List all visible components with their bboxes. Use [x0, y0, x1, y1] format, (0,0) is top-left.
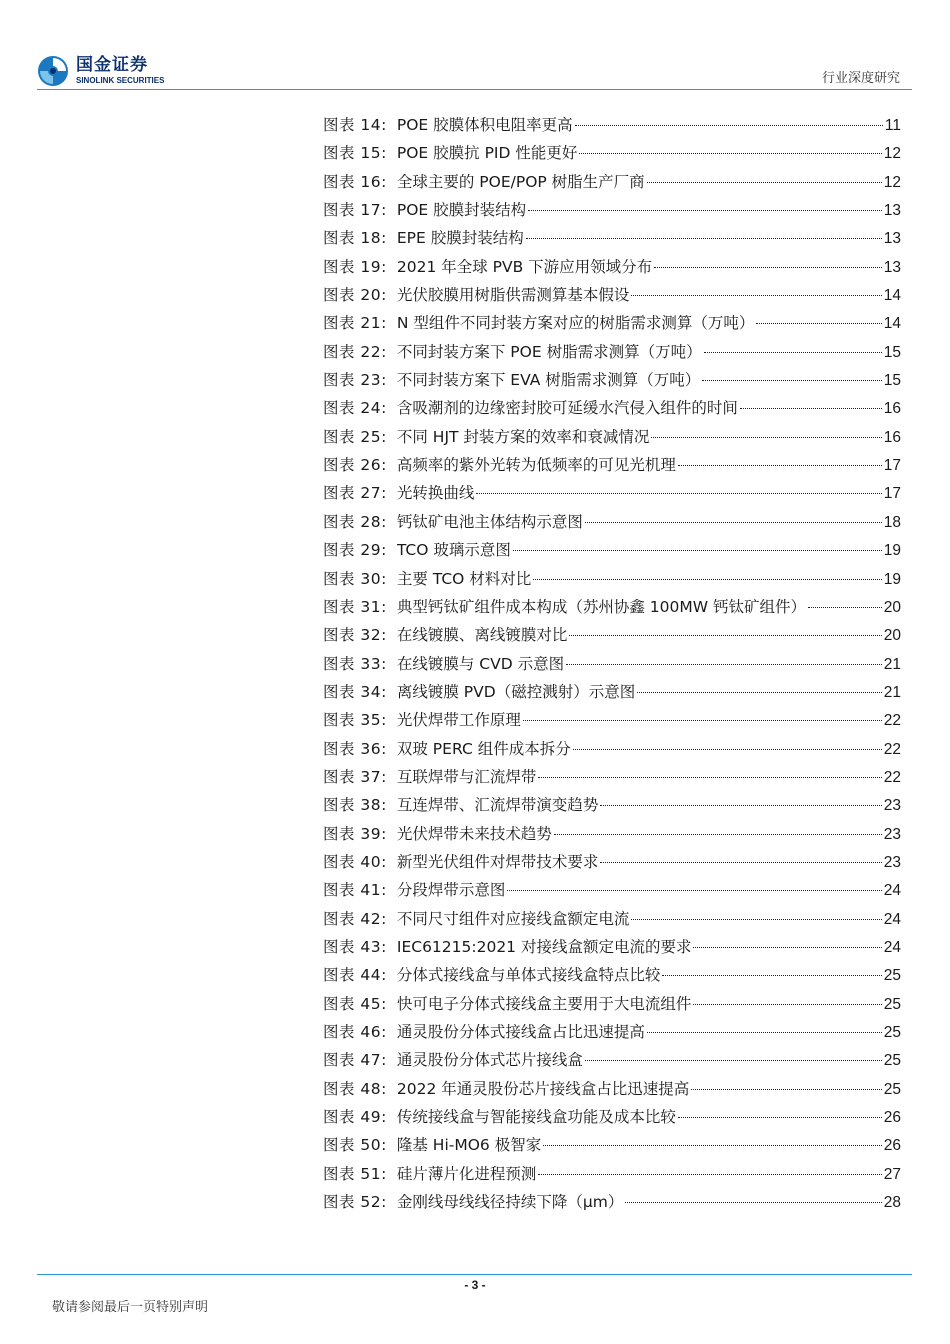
- toc-entry[interactable]: [323, 1048, 901, 1076]
- toc-page-number: 17: [883, 457, 901, 475]
- toc-figure-title: EPE 胶膜封装结构: [396, 229, 524, 248]
- toc-figure-title: 分段焊带示意图: [396, 881, 506, 900]
- toc-dot-leader: [538, 777, 881, 778]
- toc-figure-title: 不同尺寸组件对应接线盒额定电流: [396, 909, 630, 928]
- toc-figure-title: 在线镀膜、离线镀膜对比: [396, 626, 568, 645]
- toc-entry[interactable]: [323, 623, 901, 651]
- toc-page-number: 18: [883, 513, 901, 531]
- toc-dot-leader: [651, 437, 881, 438]
- toc-figure-title: 通灵股份分体式芯片接线盒: [396, 1051, 583, 1070]
- toc-figure-label: 图表 46:: [323, 1023, 387, 1041]
- toc-figure-label: 图表 49:: [323, 1108, 387, 1127]
- toc-figure-label: 图表 28:: [323, 512, 387, 531]
- toc-figure-label: 图表 48:: [323, 1079, 387, 1098]
- toc-figure-title: 2021 年全球 PVB 下游应用领域分布: [396, 257, 653, 276]
- toc-dot-leader: [533, 579, 881, 580]
- toc-entry[interactable]: [323, 255, 901, 283]
- toc-page-number: 25: [883, 967, 901, 985]
- toc-entry[interactable]: [323, 510, 901, 538]
- toc-figure-title: 典型钙钛矿组件成本构成（苏州协鑫 100MW 钙钛矿组件）: [396, 597, 807, 616]
- disclaimer-text: 敬请参阅最后一页特别声明: [52, 1300, 209, 1315]
- toc-figure-title: 通灵股份分体式接线盒占比迅速提高: [396, 1023, 645, 1041]
- toc-page-number: 22: [883, 740, 901, 758]
- toc-dot-leader: [569, 635, 881, 636]
- toc-figure-label: 图表 22:: [323, 342, 387, 361]
- toc-entry[interactable]: [323, 822, 901, 850]
- toc-dot-leader: [513, 550, 882, 551]
- toc-dot-leader: [702, 380, 882, 381]
- toc-figure-label: 图表 14:: [323, 116, 387, 134]
- toc-page-number: 22: [883, 768, 901, 786]
- toc-dot-leader: [507, 890, 881, 891]
- toc-page-number: 24: [883, 938, 901, 956]
- toc-entry[interactable]: [323, 737, 901, 765]
- toc-dot-leader: [585, 1060, 882, 1061]
- toc-figure-label: 图表 43:: [323, 937, 387, 956]
- toc-dot-leader: [637, 692, 882, 693]
- toc-page-number: 23: [883, 825, 901, 843]
- toc-figure-title: 离线镀膜 PVD（磁控溅射）示意图: [396, 682, 636, 701]
- toc-figure-label: 图表 30:: [323, 569, 387, 588]
- toc-figure-label: 图表 31:: [323, 597, 387, 616]
- toc-figure-label: 图表 20:: [323, 286, 387, 305]
- toc-figure-label: 图表 17:: [323, 201, 387, 220]
- toc-entry[interactable]: [323, 878, 901, 906]
- toc-page-number: 20: [883, 627, 901, 645]
- toc-figure-label: 图表 19:: [323, 257, 387, 276]
- toc-figure-label: 图表 42:: [323, 909, 387, 928]
- toc-entry[interactable]: [323, 708, 901, 736]
- report-type: 行业深度研究: [821, 71, 900, 86]
- toc-figure-title: 硅片薄片化进程预测: [396, 1164, 537, 1183]
- toc-figure-label: 图表 50:: [323, 1136, 387, 1155]
- toc-dot-leader: [585, 522, 882, 523]
- header-divider: [37, 89, 912, 90]
- toc-page-number: 26: [883, 1137, 901, 1155]
- toc-page-number: 25: [883, 1080, 901, 1098]
- toc-figure-title: 互联焊带与汇流焊带: [396, 767, 537, 786]
- toc-dot-leader: [528, 210, 882, 211]
- toc-figure-label: 图表 36:: [323, 739, 387, 758]
- logo-chinese-name: 国金证券: [76, 55, 148, 75]
- toc-figure-label: 图表 15:: [323, 144, 387, 163]
- toc-page-number: 23: [883, 853, 901, 871]
- toc-dot-leader: [526, 238, 882, 239]
- toc-figure-title: 新型光伏组件对焊带技术要求: [396, 852, 599, 871]
- toc-figure-label: 图表 41:: [323, 881, 387, 900]
- toc-page-number: 12: [883, 173, 901, 191]
- toc-figure-title: TCO 玻璃示意图: [396, 541, 511, 560]
- toc-dot-leader: [756, 323, 881, 324]
- sinolink-logo-icon: [36, 54, 70, 88]
- toc-figure-label: 图表 34:: [323, 682, 387, 701]
- toc-dot-leader: [654, 267, 882, 268]
- toc-entry[interactable]: [323, 481, 901, 509]
- company-logo: [36, 54, 164, 88]
- toc-figure-label: 图表 35:: [323, 711, 387, 730]
- toc-figure-title: 隆基 Hi-MO6 极智家: [396, 1136, 542, 1155]
- toc-entry[interactable]: [323, 226, 901, 254]
- toc-entry[interactable]: [323, 935, 901, 963]
- toc-figure-title: 光转换曲线: [396, 484, 475, 503]
- toc-page-number: 15: [883, 343, 901, 361]
- toc-figure-label: 图表 51:: [323, 1164, 387, 1183]
- toc-page-number: 11: [884, 117, 901, 134]
- toc-dot-leader: [575, 125, 883, 126]
- toc-figure-title: 不同 HJT 封装方案的效率和衰减情况: [396, 427, 650, 446]
- toc-page-number: 16: [883, 428, 901, 446]
- toc-entry[interactable]: [323, 538, 901, 566]
- toc-page-number: 12: [883, 145, 901, 163]
- toc-figure-label: 图表 45:: [323, 994, 387, 1013]
- toc-figure-label: 图表 26:: [323, 456, 387, 475]
- toc-figure-title: POE 胶膜抗 PID 性能更好: [396, 144, 578, 163]
- toc-entry[interactable]: [323, 992, 901, 1020]
- toc-page-number: 25: [883, 1052, 901, 1070]
- toc-dot-leader: [704, 352, 882, 353]
- toc-page-number: 15: [883, 372, 901, 390]
- toc-dot-leader: [678, 1117, 882, 1118]
- toc-page-number: 16: [883, 400, 901, 418]
- toc-dot-leader: [476, 493, 881, 494]
- toc-entry[interactable]: [323, 340, 901, 368]
- toc-page-number: 25: [883, 995, 901, 1013]
- toc-dot-leader: [573, 749, 882, 750]
- toc-page-number: 28: [883, 1194, 901, 1212]
- toc-page-number: 20: [883, 598, 901, 616]
- toc-figure-label: 图表 16:: [323, 172, 387, 191]
- toc-dot-leader: [647, 182, 882, 183]
- toc-entry[interactable]: [323, 567, 901, 595]
- toc-dot-leader: [579, 153, 881, 154]
- toc-figure-label: 图表 27:: [323, 484, 387, 503]
- toc-page-number: 13: [883, 202, 901, 220]
- toc-figure-title: 双玻 PERC 组件成本拆分: [396, 739, 571, 758]
- toc-page-number: 24: [883, 882, 901, 900]
- toc-entry[interactable]: [323, 1133, 901, 1161]
- toc-dot-leader: [523, 720, 882, 721]
- toc-entry[interactable]: [323, 113, 901, 141]
- toc-dot-leader: [740, 408, 882, 409]
- toc-dot-leader: [631, 919, 881, 920]
- toc-figure-title: POE 胶膜体积电阻率更高: [396, 116, 573, 134]
- toc-entry[interactable]: [323, 595, 901, 623]
- toc-dot-leader: [693, 947, 881, 948]
- toc-figure-title: 高频率的紫外光转为低频率的可见光机理: [396, 456, 676, 475]
- toc-entry[interactable]: [323, 170, 901, 198]
- toc-page-number: 17: [883, 485, 901, 503]
- toc-figure-title: 含吸潮剂的边缘密封胶可延缓水汽侵入组件的时间: [396, 399, 738, 418]
- toc-page-number: 14: [883, 287, 901, 305]
- toc-figure-label: 图表 18:: [323, 229, 387, 248]
- page-number: - 3 -: [464, 1278, 486, 1292]
- toc-entry[interactable]: [323, 652, 901, 680]
- toc-figure-title: 全球主要的 POE/POP 树脂生产厂商: [396, 172, 645, 191]
- toc-figure-label: 图表 23:: [323, 371, 387, 390]
- toc-figure-label: 图表 24:: [323, 399, 387, 418]
- toc-dot-leader: [600, 862, 881, 863]
- toc-page-number: 19: [883, 542, 901, 560]
- toc-page-number: 19: [883, 570, 901, 588]
- toc-entry[interactable]: [323, 1162, 901, 1190]
- toc-figure-label: 图表 32:: [323, 626, 387, 645]
- toc-page-number: 21: [883, 655, 901, 673]
- toc-figure-label: 图表 39:: [323, 824, 387, 843]
- toc-entry[interactable]: [323, 1190, 901, 1218]
- toc-figure-title: N 型组件不同封装方案对应的树脂需求测算（万吨）: [396, 314, 755, 333]
- footer-divider: [37, 1274, 912, 1275]
- toc-entry[interactable]: [323, 141, 901, 169]
- toc-figure-title: IEC61215:2021 对接线盒额定电流的要求: [396, 937, 692, 956]
- toc-entry[interactable]: [323, 311, 901, 339]
- toc-dot-leader: [647, 1032, 882, 1033]
- page-header: [0, 0, 950, 96]
- toc-dot-leader: [631, 295, 881, 296]
- toc-entry[interactable]: [323, 963, 901, 991]
- toc-dot-leader: [808, 607, 882, 608]
- toc-figure-title: 快可电子分体式接线盒主要用于大电流组件: [396, 994, 692, 1013]
- toc-figure-title: 光伏焊带工作原理: [396, 711, 521, 730]
- toc-page-number: 21: [883, 683, 901, 701]
- toc-page-number: 25: [883, 1024, 901, 1041]
- toc-dot-leader: [691, 1089, 882, 1090]
- toc-figure-title: 光伏胶膜用树脂供需测算基本假设: [396, 286, 630, 305]
- toc-figure-label: 图表 52:: [323, 1193, 387, 1212]
- toc-dot-leader: [693, 1004, 881, 1005]
- toc-entry[interactable]: [323, 793, 901, 821]
- toc-dot-leader: [543, 1145, 882, 1146]
- toc-dot-leader: [678, 465, 882, 466]
- toc-page-number: 26: [883, 1109, 901, 1127]
- toc-entry[interactable]: [323, 850, 901, 878]
- toc-dot-leader: [600, 805, 881, 806]
- logo-english-name: SINOLINK SECURITIES: [76, 76, 165, 85]
- toc-entry[interactable]: [323, 425, 901, 453]
- toc-dot-leader: [625, 1202, 881, 1203]
- toc-entry[interactable]: [323, 198, 901, 226]
- toc-entry[interactable]: [323, 1105, 901, 1133]
- toc-entry[interactable]: [323, 907, 901, 935]
- toc-dot-leader: [566, 664, 882, 665]
- toc-figure-title: 分体式接线盒与单体式接线盒特点比较: [396, 966, 661, 985]
- toc-figure-label: 图表 21:: [323, 314, 387, 333]
- toc-dot-leader: [538, 1174, 881, 1175]
- toc-figure-label: 图表 29:: [323, 541, 387, 560]
- toc-figure-label: 图表 44:: [323, 966, 387, 985]
- toc-figure-label: 图表 33:: [323, 654, 387, 673]
- toc-figure-label: 图表 37:: [323, 767, 387, 786]
- toc-figure-label: 图表 47:: [323, 1051, 387, 1070]
- toc-page-number: 13: [883, 230, 901, 248]
- toc-figure-title: 2022 年通灵股份芯片接线盒占比迅速提高: [396, 1079, 690, 1098]
- toc-page-number: 24: [883, 910, 901, 928]
- toc-figure-title: 钙钛矿电池主体结构示意图: [396, 512, 583, 531]
- toc-figure-title: 在线镀膜与 CVD 示意图: [396, 654, 565, 673]
- toc-page-number: 27: [883, 1165, 901, 1183]
- toc-page-number: 22: [883, 712, 901, 730]
- toc-entry[interactable]: [323, 765, 901, 793]
- toc-figure-title: POE 胶膜封装结构: [396, 201, 527, 220]
- toc-entry[interactable]: [323, 396, 901, 424]
- toc-entry[interactable]: [323, 283, 901, 311]
- toc-figure-title: 不同封装方案下 EVA 树脂需求测算（万吨）: [396, 371, 701, 390]
- toc-figure-title: 金刚线母线线径持续下降（μm）: [396, 1193, 624, 1212]
- toc-entry[interactable]: [323, 1077, 901, 1105]
- toc-entry[interactable]: [323, 453, 901, 481]
- toc-figure-title: 主要 TCO 材料对比: [396, 569, 532, 588]
- toc-figure-label: 图表 25:: [323, 427, 387, 446]
- toc-figure-title: 传统接线盒与智能接线盒功能及成本比较: [396, 1108, 676, 1127]
- toc-figure-title: 不同封装方案下 POE 树脂需求测算（万吨）: [396, 342, 702, 361]
- toc-figure-title: 光伏焊带未来技术趋势: [396, 824, 552, 843]
- toc-dot-leader: [554, 834, 882, 835]
- toc-page-number: 13: [883, 258, 901, 276]
- toc-page-number: 23: [883, 797, 901, 815]
- toc-figure-title: 互连焊带、汇流焊带演变趋势: [396, 796, 599, 815]
- toc-entry[interactable]: [323, 368, 901, 396]
- toc-dot-leader: [662, 975, 881, 976]
- toc-page-number: 14: [883, 315, 901, 333]
- toc-entry[interactable]: [323, 1020, 901, 1048]
- toc-figure-label: 图表 38:: [323, 796, 387, 815]
- figure-index-list: [323, 113, 901, 1218]
- toc-entry[interactable]: [323, 680, 901, 708]
- toc-figure-label: 图表 40:: [323, 852, 387, 871]
